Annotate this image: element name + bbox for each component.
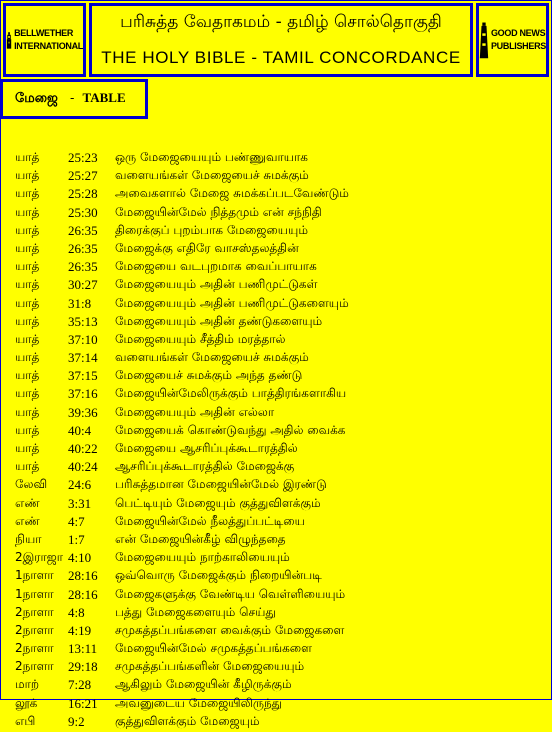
entry-book: யாத் xyxy=(15,240,40,255)
entry-reference: 25:30 xyxy=(68,204,98,220)
entry-book: 1நாளா xyxy=(15,586,54,601)
entry-reference: 37:14 xyxy=(68,350,98,366)
concordance-entry xyxy=(0,314,552,332)
concordance-entry xyxy=(0,641,552,659)
entry-reference: 25:23 xyxy=(68,150,98,165)
entry-book: 2நாளா xyxy=(15,622,54,637)
entry-reference: 40:24 xyxy=(68,459,98,475)
entry-reference: 4:7 xyxy=(68,513,85,529)
entry-reference: 9:2 xyxy=(68,713,85,729)
entry-reference: 4:10 xyxy=(68,550,92,566)
entry-reference: 28:16 xyxy=(68,586,98,602)
concordance-entry xyxy=(0,496,552,514)
entry-reference: 25:27 xyxy=(68,168,98,184)
entry-text: மேஜையின்மேல் நீலத்துப்பட்டியை xyxy=(115,513,305,528)
entry-book: யாத் xyxy=(15,459,40,474)
entry-text: சமுகத்தப்பங்களின் மேஜையையும் xyxy=(115,659,305,674)
right-logo-line2: PUBLISHERS xyxy=(490,41,546,51)
entry-book: யாத் xyxy=(15,150,40,164)
entry-reference: 28:16 xyxy=(68,568,98,584)
entry-book: 2நாளா xyxy=(15,604,54,619)
entry-text: ஆசரிப்புக்கூடாரத்தில் மேஜைக்கு xyxy=(115,459,295,474)
concordance-entry xyxy=(0,587,552,605)
concordance-entry xyxy=(0,168,552,186)
entry-book: லேவி xyxy=(15,477,48,492)
entry-reference: 13:11 xyxy=(68,641,98,657)
section-word-english: TABLE xyxy=(82,90,126,105)
entry-book: 2இராஜா xyxy=(15,550,64,565)
entry-text: வளையங்கள் மேஜையைச் சுமக்கும் xyxy=(115,350,309,365)
bellwether-logo xyxy=(3,3,86,77)
entry-text: ஒரு மேஜையையும் பண்ணுவாயாக xyxy=(115,150,308,164)
entry-text: மேஜையை ஆசரிப்புக்கூடாரத்தில் xyxy=(115,441,298,455)
entry-book: எண் xyxy=(15,495,40,510)
entry-text: குத்துவிளக்கும் மேஜையும் xyxy=(115,713,260,728)
entry-text: மேஜையைக் கொண்டுவந்து அதில் வைக்க xyxy=(115,422,346,437)
entry-reference: 35:13 xyxy=(68,313,98,329)
concordance-entry xyxy=(0,386,552,404)
concordance-entry xyxy=(0,368,552,386)
concordance-entry xyxy=(0,259,552,277)
title-tamil: பரிசுத்த வேதாகமம் - தமிழ் சொல்தொகுதி xyxy=(120,12,442,32)
title-english: THE HOLY BIBLE - TAMIL CONCORDANCE xyxy=(101,48,461,67)
entry-book: யாத் xyxy=(15,313,40,328)
entry-text: அவனுடைய மேஜையிலிருந்து xyxy=(115,695,283,710)
entry-text: ஆகிலும் மேஜையின் கீழிருக்கும் xyxy=(115,677,292,692)
entry-reference: 3:31 xyxy=(68,495,92,511)
left-logo-line1: BELLWETHER xyxy=(14,28,74,38)
entry-book: யாத் xyxy=(15,441,40,455)
entry-book: 2நாளா xyxy=(15,641,54,656)
concordance-list xyxy=(0,150,552,732)
entry-book: யாத் xyxy=(15,259,40,274)
entry-text: மேஜையின்மேல் நித்தமும் என் சந்நிதி xyxy=(115,204,322,219)
concordance-entry xyxy=(0,696,552,714)
entry-reference: 37:10 xyxy=(68,331,98,347)
entry-reference: 39:36 xyxy=(68,404,98,420)
entry-reference: 31:8 xyxy=(68,295,92,311)
entry-text: பத்து மேஜைகளையும் செய்து xyxy=(115,604,276,619)
entry-book: யாத் xyxy=(15,350,40,365)
entry-reference: 26:35 xyxy=(68,222,98,238)
title-banner xyxy=(89,3,473,77)
concordance-entry xyxy=(0,150,552,168)
concordance-entry xyxy=(0,532,552,550)
entry-text: மேஜையையும் சீத்திம் மரத்தால் xyxy=(115,331,286,346)
entry-book: யாத் xyxy=(15,277,40,292)
entry-book: யாத் xyxy=(15,186,40,201)
entry-text: மேஜையின்மேல் சமுகத்தப்பங்களை xyxy=(115,641,312,656)
entry-reference: 26:35 xyxy=(68,259,98,275)
entry-book: யாத் xyxy=(15,386,40,401)
concordance-entry xyxy=(0,350,552,368)
bell-tower-icon xyxy=(6,20,12,60)
entry-text: மேஜைகளுக்கு வேண்டிய வெள்ளியையும் xyxy=(115,586,346,601)
concordance-entry xyxy=(0,423,552,441)
concordance-entry xyxy=(0,441,552,459)
entry-book: யாத் xyxy=(15,331,40,346)
entry-text: மேஜையையும் அதின் பணிமுட்டுகள் xyxy=(115,277,318,292)
entry-text: மேஜையை வடபுறமாக வைப்பாயாக xyxy=(115,259,317,274)
entry-reference: 37:15 xyxy=(68,368,98,384)
entry-book: 1நாளா xyxy=(15,568,54,583)
entry-reference: 4:8 xyxy=(68,604,85,620)
concordance-entry xyxy=(0,677,552,695)
entry-book: யாத் xyxy=(15,404,40,419)
concordance-entry xyxy=(0,514,552,532)
entry-reference: 25:28 xyxy=(68,186,98,202)
entry-reference: 37:16 xyxy=(68,386,98,402)
entry-text: சமுகத்தப்பங்களை வைக்கும் மேஜைகளை xyxy=(115,622,345,637)
entry-reference: 40:4 xyxy=(68,422,92,438)
entry-book: யாத் xyxy=(15,295,40,310)
entry-text: பரிசுத்தமான மேஜையின்மேல் இரண்டு xyxy=(115,477,327,492)
concordance-entry xyxy=(0,477,552,495)
left-logo-line2: INTERNATIONAL xyxy=(14,41,83,51)
concordance-entry xyxy=(0,659,552,677)
entry-reference: 24:6 xyxy=(68,477,92,493)
concordance-entry xyxy=(0,405,552,423)
concordance-entry xyxy=(0,296,552,314)
goodnews-logo xyxy=(476,3,549,77)
entry-reference: 1:7 xyxy=(68,531,85,547)
concordance-entry xyxy=(0,568,552,586)
entry-book: யாத் xyxy=(15,368,40,383)
concordance-entry xyxy=(0,277,552,295)
entry-book: நியா xyxy=(15,531,42,546)
right-logo-line1: GOOD NEWS xyxy=(490,28,546,38)
section-separator: - xyxy=(69,91,75,106)
concordance-entry xyxy=(0,714,552,732)
entry-book: மாற் xyxy=(15,677,40,692)
entry-book: எபி xyxy=(15,713,36,728)
entry-reference: 40:22 xyxy=(68,441,98,456)
entry-book: யாத் xyxy=(15,204,40,219)
concordance-entry xyxy=(0,223,552,241)
entry-text: பெட்டியும் மேஜையும் குத்துவிளக்கும் xyxy=(115,495,321,510)
lighthouse-icon xyxy=(479,18,489,62)
entry-text: வளையங்கள் மேஜையைச் சுமக்கும் xyxy=(115,168,309,183)
entry-reference: 4:19 xyxy=(68,622,92,638)
section-word-tamil: மேஜை xyxy=(15,91,58,106)
entry-text: அவைகளால் மேஜை சுமக்கப்படவேண்டும் xyxy=(115,186,349,201)
entry-text: மேஜையையும் அதின் தண்டுகளையும் xyxy=(115,313,323,328)
entry-book: யாத் xyxy=(15,222,40,237)
entry-reference: 7:28 xyxy=(68,677,92,693)
section-heading xyxy=(0,79,148,119)
entry-text: திரைக்குப் புறம்பாக மேஜையையும் xyxy=(115,222,308,237)
concordance-entry xyxy=(0,186,552,204)
entry-book: யாத் xyxy=(15,168,40,183)
entry-text: மேஜையின்மேலிருக்கும் பாத்திரங்களாகிய xyxy=(115,386,347,401)
entry-reference: 29:18 xyxy=(68,659,98,675)
concordance-entry xyxy=(0,205,552,223)
entry-text: மேஜையையும் அதின் பணிமுட்டுகளையும் xyxy=(115,295,349,310)
concordance-entry xyxy=(0,241,552,259)
concordance-entry xyxy=(0,332,552,350)
entry-text: மேஜைக்கு எதிரே வாசஸ்தலத்தின் xyxy=(115,240,299,255)
concordance-entry xyxy=(0,605,552,623)
entry-book: யாத் xyxy=(15,422,40,437)
entry-book: 2நாளா xyxy=(15,659,54,674)
entry-reference: 16:21 xyxy=(68,695,98,711)
concordance-entry xyxy=(0,623,552,641)
entry-text: மேஜையைச் சுமக்கும் அந்த தண்டு xyxy=(115,368,303,383)
entry-book: எண் xyxy=(15,513,40,528)
concordance-entry xyxy=(0,459,552,477)
entry-reference: 30:27 xyxy=(68,277,98,293)
entry-text: மேஜையையும் அதின் எல்லா xyxy=(115,404,275,419)
entry-text: என் மேஜையின்கீழ் விழுந்ததை xyxy=(115,531,286,546)
entry-reference: 26:35 xyxy=(68,240,98,256)
entry-text: ஒவ்வொரு மேஜைக்கும் நிறையின்படி xyxy=(115,568,322,583)
entry-text: மேஜையையும் நாற்காலியையும் xyxy=(115,550,290,565)
entry-book: லூக் xyxy=(15,695,38,710)
concordance-entry xyxy=(0,550,552,568)
